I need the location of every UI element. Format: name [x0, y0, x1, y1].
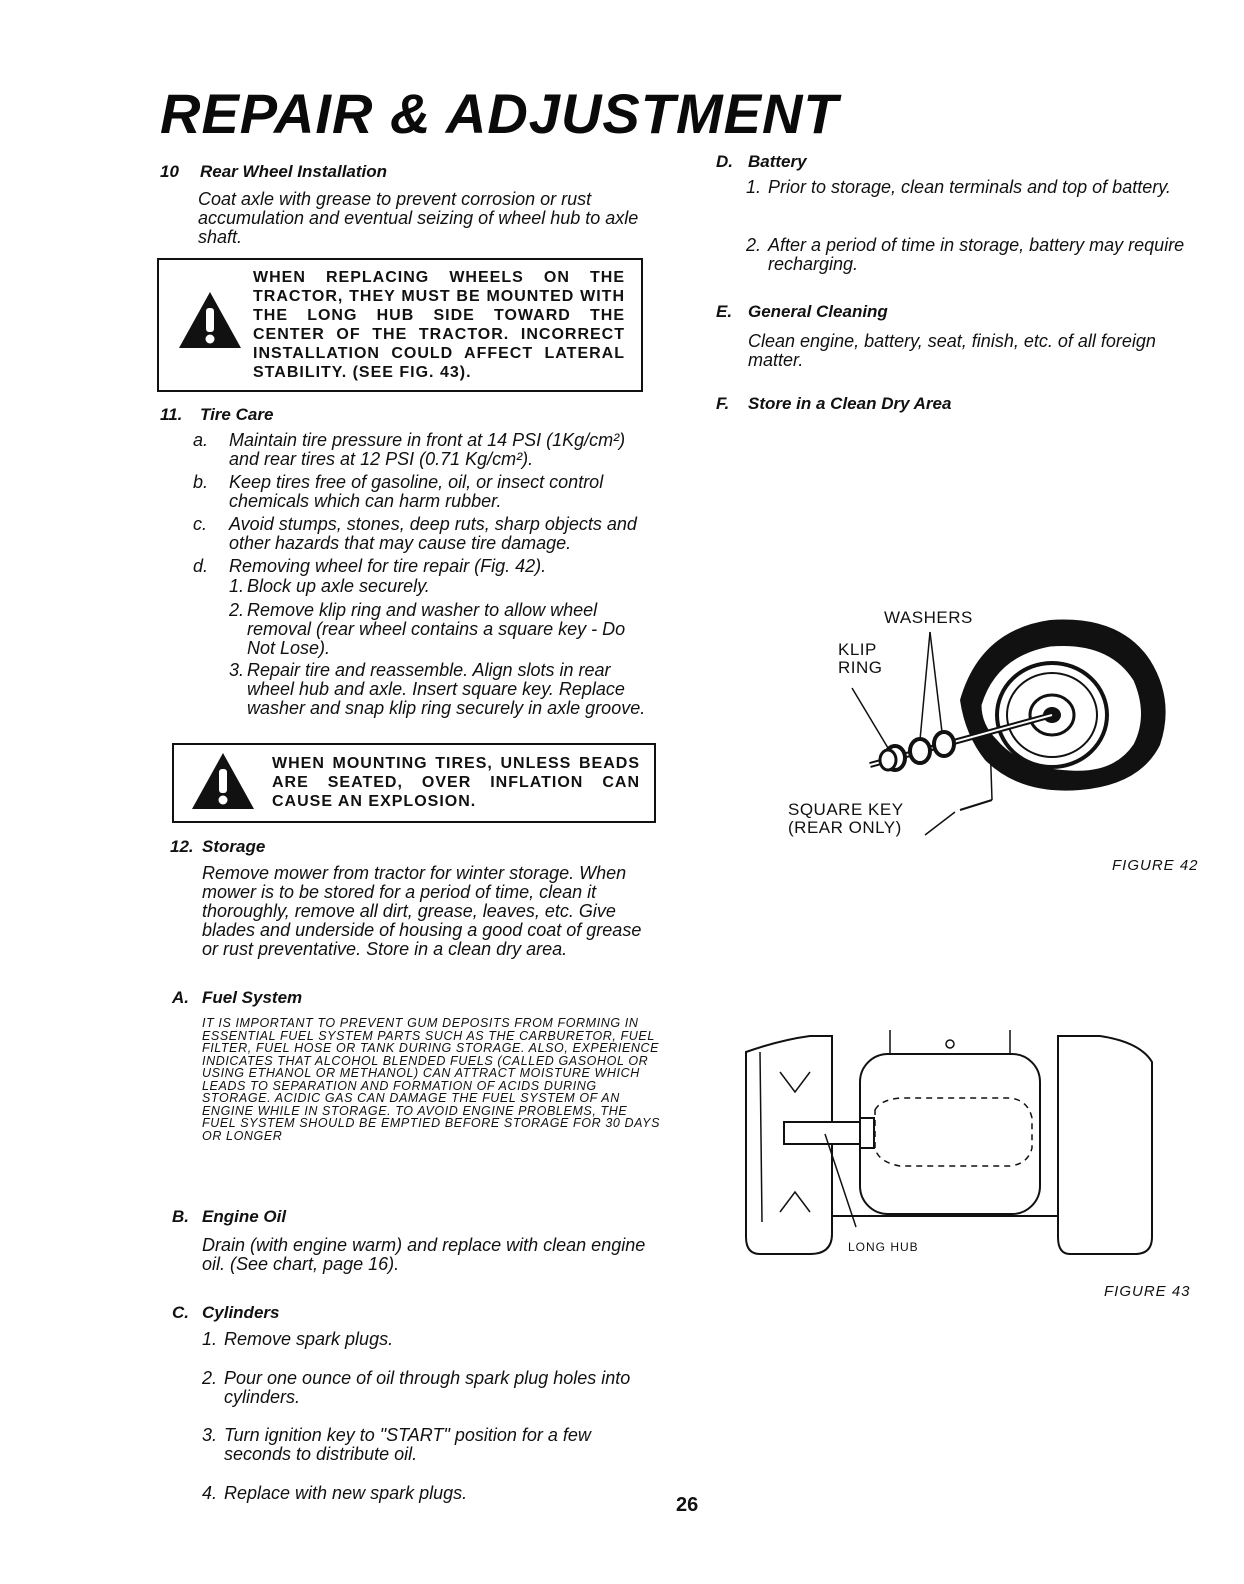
list-item [193, 473, 643, 511]
section-10-title: Rear Wheel Installation [200, 162, 388, 181]
section-c-title: Cylinders [202, 1303, 280, 1322]
warning-triangle-icon [177, 290, 243, 350]
list-item-text: Replace with new spark plugs. [224, 1483, 468, 1503]
section-b-title: Engine Oil [202, 1207, 287, 1226]
list-item-text: Maintain tire pressure in front at 14 PSI (1Kg/cm²) and rear tires at 12 PSI (0.71 Kg/cm²). [229, 430, 626, 469]
section-b-number: B. [172, 1207, 189, 1226]
section-f-number: F. [716, 394, 730, 413]
list-item-text: Pour one ounce of oil through spark plug holes into cylinders. [224, 1368, 631, 1407]
sub-list-item [229, 661, 649, 718]
list-item-text: Remove klip ring and washer to allow wheel removal (rear wheel contains a square key - Do Not Lose). [247, 600, 626, 658]
section-f-heading [716, 394, 951, 414]
section-12-title: Storage [202, 837, 266, 856]
warning-text-wheels: WHEN REPLACING WHEELS ON THE TRACTOR, THEY MUST BE MOUNTED WITH THE LONG HUB SIDE TOWARD THE CENTER OF THE TRACTOR. INCORRECT INSTALLATION COULD AFFECT LATERAL STABILITY. (SEE FIG. 43). [253, 269, 625, 381]
section-c-heading [172, 1303, 279, 1323]
list-item-text: Removing wheel for tire repair (Fig. 42). [229, 556, 547, 576]
list-marker: a. [193, 430, 209, 450]
section-10-body: Coat axle with grease to prevent corrosion or rust accumulation and eventual seizing of wheel hub to axle shaft. [198, 189, 639, 247]
section-e-heading [716, 302, 888, 322]
list-marker: 4. [202, 1483, 218, 1503]
section-a-title: Fuel System [202, 988, 303, 1007]
section-11-title: Tire Care [200, 405, 274, 424]
section-b-body: Drain (with engine warm) and replace with clean engine oil. (See chart, page 16). [202, 1235, 646, 1274]
page-number: 26 [676, 1494, 699, 1516]
section-e-title: General Cleaning [748, 302, 888, 321]
list-marker: b. [193, 472, 209, 492]
list-marker: 3. [202, 1425, 218, 1445]
list-marker: 1. [746, 177, 762, 197]
label-klip: KLIP [838, 640, 877, 659]
section-a-heading [172, 988, 302, 1008]
section-a-body: IT IS IMPORTANT TO PREVENT GUM DEPOSITS FROM FORMING IN ESSENTIAL FUEL SYSTEM PARTS SUCH AS THE CARBURETOR, FUEL FILTER, FUEL HOSE OR TANK DURING STORAGE. ALSO, EXPERIENCE INDICATES THAT ALCOHOL BLENDED FUELS (CALLED GASOHOL OR USING ETHANOL OR METHANOL) CAN ATTRACT MOISTURE WHICH LEADS TO SEPARATION AND FORMATION OF ACIDS DURING STORAGE. ACIDIC GAS CAN DAMAGE THE FUEL SYSTEM OF AN ENGINE WHILE IN STORAGE. TO AVOID ENGINE PROBLEMS, THE FUEL SYSTEM SHOULD BE EMPTIED BEFORE STORAGE FOR 30 DAYS OR LONGER [202, 1016, 661, 1143]
section-e-body: Clean engine, battery, seat, finish, etc. of all foreign matter. [748, 331, 1156, 370]
page-title: REPAIR & ADJUSTMENT [160, 82, 839, 145]
figure-43 [740, 1022, 1160, 1262]
list-item [202, 1330, 658, 1349]
list-item [193, 557, 643, 576]
section-c-number: C. [172, 1303, 189, 1322]
label-long-hub: LONG HUB [848, 1240, 919, 1254]
list-marker: 2. [229, 600, 245, 620]
list-item-text: Turn ignition key to "START" position for a few seconds to distribute oil. [224, 1425, 591, 1464]
list-item-text: Prior to storage, clean terminals and top of battery. [768, 177, 1171, 197]
section-12-heading [170, 837, 265, 857]
list-marker: d. [193, 556, 209, 576]
label-square-key: SQUARE KEY [788, 800, 904, 819]
list-item [193, 515, 643, 553]
list-marker: c. [193, 514, 208, 534]
list-marker: 2. [746, 235, 762, 255]
label-rear-only: (REAR ONLY) [788, 818, 902, 837]
warning-box-wheels [157, 258, 643, 392]
list-marker: 3. [229, 660, 245, 680]
section-d-number: D. [716, 152, 733, 171]
figure-42 [780, 600, 1200, 850]
list-marker: 1. [229, 576, 245, 596]
list-item-text: Remove spark plugs. [224, 1329, 394, 1349]
list-item-text: Repair tire and reassemble. Align slots in rear wheel hub and axle. Insert square key. Replace washer and snap klip ring securely in axle groove. [247, 660, 646, 718]
list-item [193, 431, 643, 469]
label-washers: WASHERS [884, 608, 973, 627]
list-item-text: Avoid stumps, stones, deep ruts, sharp objects and other hazards that may cause tire damage. [229, 514, 637, 553]
warning-box-tires [172, 743, 656, 823]
section-12-number: 12. [170, 837, 194, 856]
section-a-number: A. [172, 988, 189, 1007]
list-item-text: After a period of time in storage, battery may require recharging. [768, 235, 1185, 274]
section-10-number: 10 [160, 162, 179, 181]
list-item [202, 1426, 658, 1464]
list-item [746, 178, 1196, 197]
warning-triangle-icon [190, 751, 256, 811]
section-10-heading [160, 162, 387, 182]
list-item-text: Block up axle securely. [247, 576, 430, 596]
section-11-heading [160, 405, 273, 425]
list-marker: 1. [202, 1329, 218, 1349]
sub-list-item [229, 601, 649, 658]
section-f-title: Store in a Clean Dry Area [748, 394, 952, 413]
list-marker: 2. [202, 1368, 218, 1388]
figure-42-caption: FIGURE 42 [1112, 857, 1199, 874]
section-e-number: E. [716, 302, 733, 321]
section-d-title: Battery [748, 152, 807, 171]
section-12-body: Remove mower from tractor for winter storage. When mower is to be stored for a period of time, clean it thoroughly, remove all dirt, grease, leaves, etc. Give blades and underside of housing a good coat of grease or rust preventative. Store in a clean dry area. [202, 863, 642, 959]
section-b-heading [172, 1207, 286, 1227]
figure-43-caption: FIGURE 43 [1104, 1283, 1191, 1300]
label-ring: RING [838, 658, 883, 677]
list-item-text: Keep tires free of gasoline, oil, or insect control chemicals which can harm rubber. [229, 472, 604, 511]
section-11-number: 11. [160, 405, 183, 424]
list-item [202, 1484, 658, 1503]
tractor-top-diagram [740, 1022, 1160, 1262]
list-item [746, 236, 1196, 274]
section-d-heading [716, 152, 807, 172]
warning-text-tires: WHEN MOUNTING TIRES, UNLESS BEADS ARE SEATED, OVER INFLATION CAN CAUSE AN EXPLOSION. [272, 755, 640, 810]
list-item [202, 1369, 658, 1407]
sub-list-item [229, 577, 649, 596]
